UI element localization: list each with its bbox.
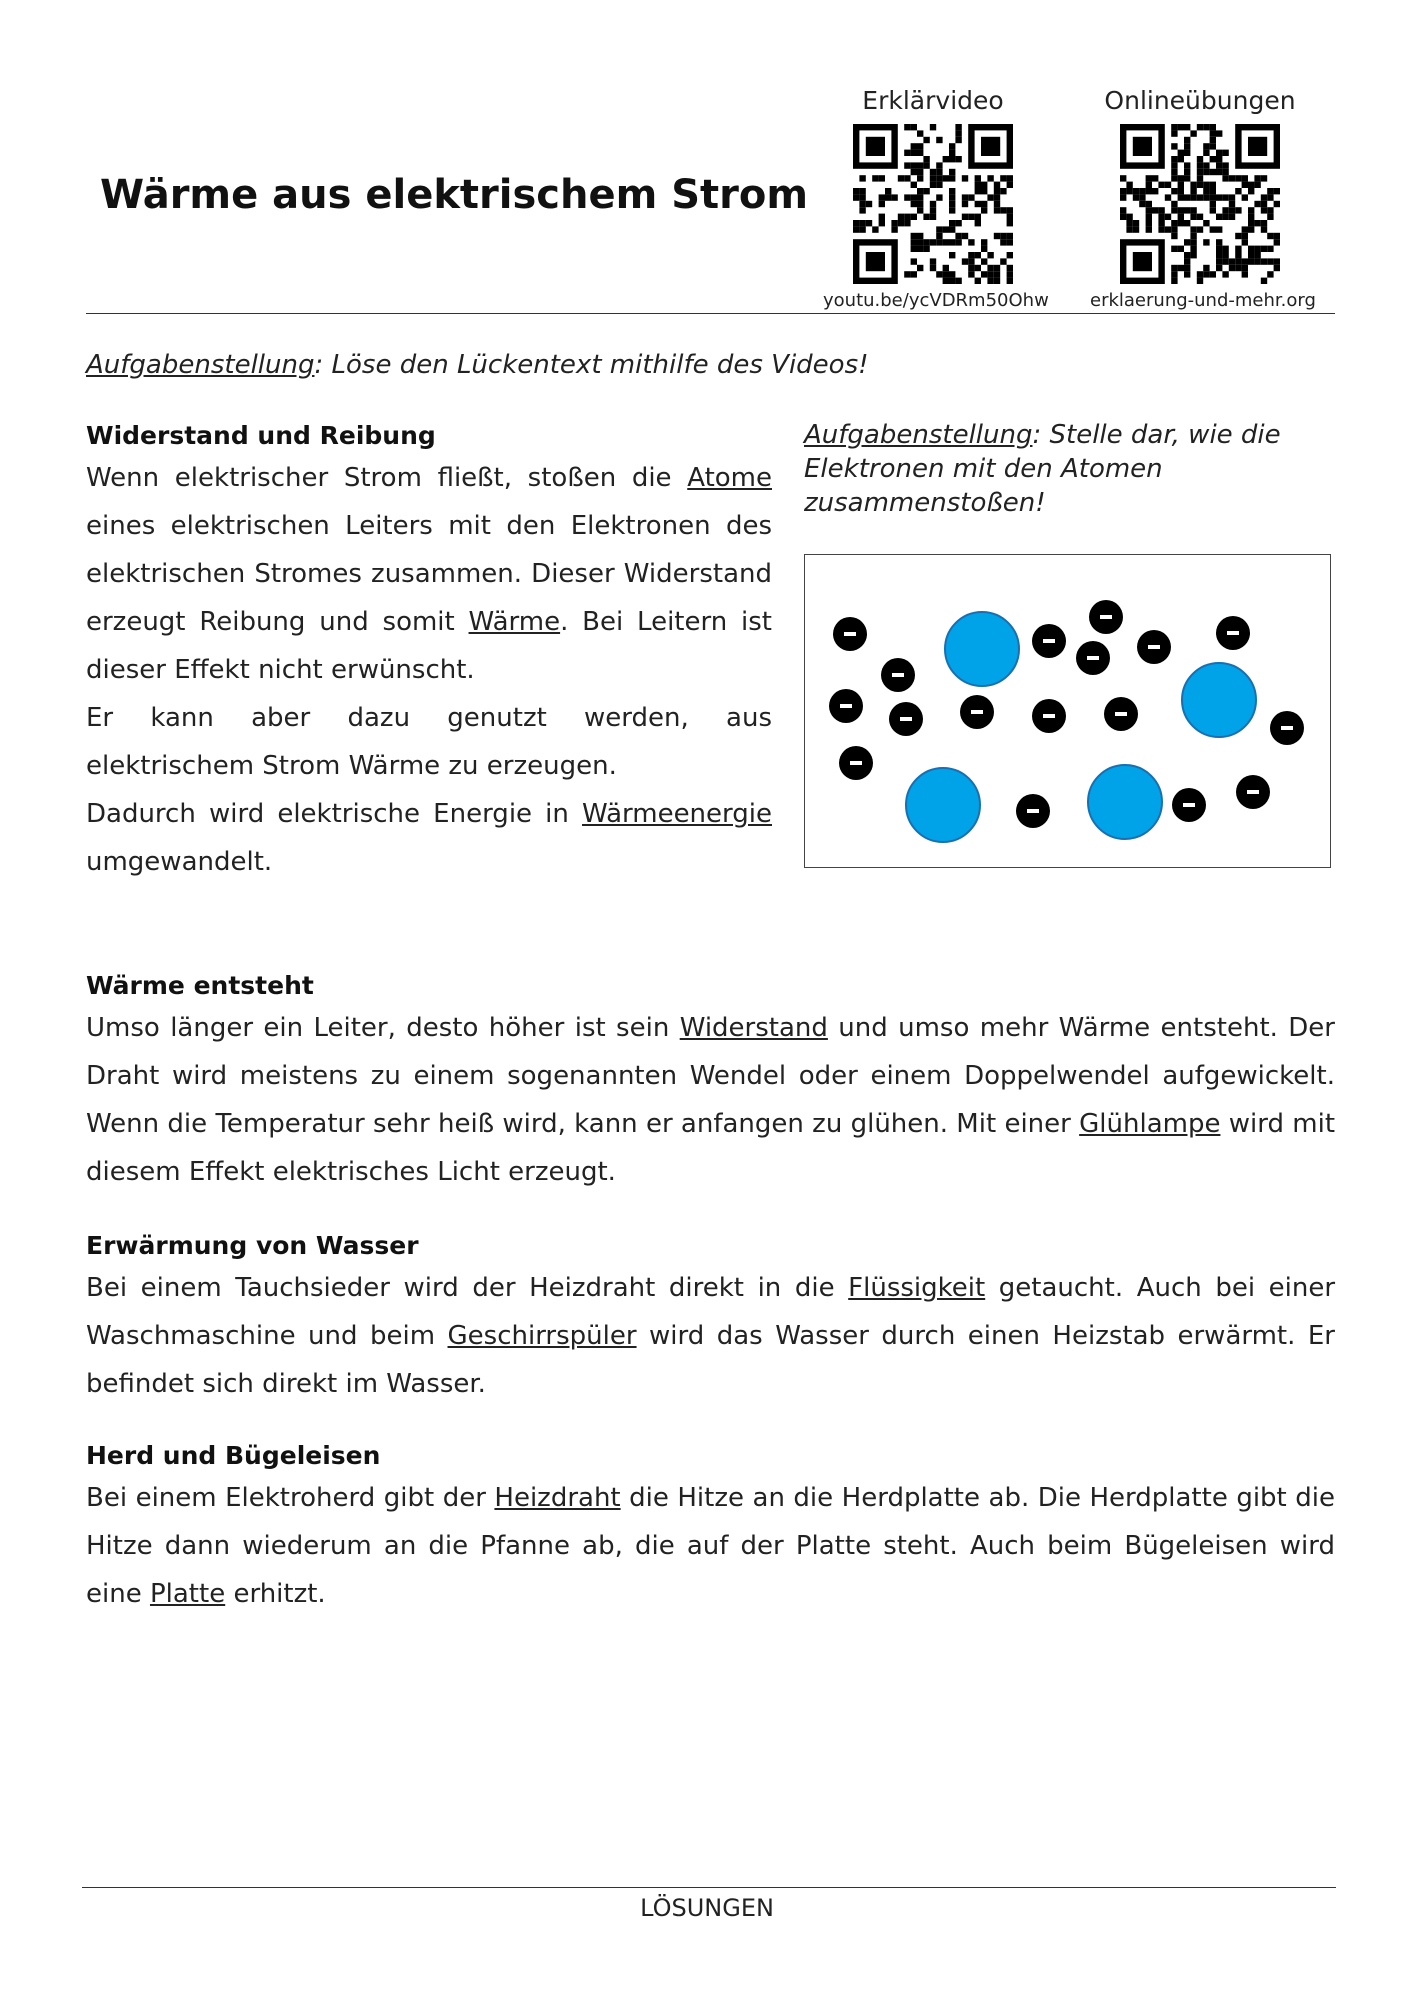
minus-sign-icon [900, 717, 912, 721]
collision-diagram [804, 554, 1331, 868]
task-label: Aufgabenstellung [86, 350, 315, 380]
qr-online-url: erklaerung-und-mehr.org [1090, 290, 1316, 311]
minus-sign-icon [1087, 656, 1099, 660]
section-heading: Herd und Bügeleisen [86, 1441, 381, 1470]
section-heat [86, 968, 1335, 1196]
minus-sign-icon [1115, 712, 1127, 716]
minus-sign-icon [840, 704, 852, 708]
section-paragraph [86, 1004, 1335, 1196]
electron [1104, 697, 1138, 731]
text-run: . Bei Leitern ist dieser Effekt nicht erwünscht. [86, 607, 772, 685]
electron [1032, 624, 1066, 658]
text-run: Dadurch wird elektrische Energie in [86, 799, 583, 829]
electron [1089, 600, 1123, 634]
text-run: Bei einem Elektroherd gibt der [86, 1483, 495, 1513]
section-resistance [86, 418, 772, 886]
qr-code-online-icon [1120, 124, 1280, 284]
task2-text: : Stelle dar, wie die Elektronen mit den Atomen zusammenstoßen! [804, 420, 1281, 518]
qr-online-label: Onlineübungen [1104, 86, 1296, 115]
collision-diagram-svg [805, 555, 1329, 866]
minus-sign-icon [1100, 615, 1112, 619]
qr-code-video-icon [853, 124, 1013, 284]
electron [1216, 616, 1250, 650]
footer-divider [82, 1887, 1336, 1888]
section-stove [86, 1438, 1335, 1618]
answer-word: Wärme [468, 607, 561, 637]
minus-sign-icon [892, 673, 904, 677]
minus-sign-icon [971, 710, 983, 714]
atom [1088, 765, 1162, 839]
electron [833, 617, 867, 651]
minus-sign-icon [1227, 631, 1239, 635]
text-run: wird das Wasser durch einen Heizstab erwärmt. Er befindet sich direkt im Wasser. [86, 1321, 1335, 1399]
text-run: wird mit diesem Effekt elektrisches Licht erzeugt. [86, 1109, 1336, 1187]
electron [839, 746, 873, 780]
answer-word: Flüssigkeit [848, 1273, 986, 1303]
text-run: Bei einem Tauchsieder wird der Heizdraht direkt in die [86, 1273, 849, 1303]
answer-word: Atome [687, 463, 772, 493]
minus-sign-icon [1148, 645, 1160, 649]
section-paragraph [86, 790, 772, 886]
answer-word: Geschirrspüler [447, 1321, 637, 1351]
atom [1182, 663, 1256, 737]
minus-sign-icon [1043, 714, 1055, 718]
electron [881, 658, 915, 692]
task2-block [804, 418, 1334, 520]
page-title: Wärme aus elektrischem Strom [100, 172, 809, 218]
section-paragraph [86, 1474, 1335, 1618]
answer-word: Widerstand [679, 1013, 828, 1043]
minus-sign-icon [1281, 726, 1293, 730]
qr-video-url: youtu.be/ycVDRm50Ohw [823, 290, 1049, 311]
answer-word: Heizdraht [494, 1483, 621, 1513]
section-water [86, 1228, 1335, 1408]
minus-sign-icon [1183, 803, 1195, 807]
minus-sign-icon [1247, 790, 1259, 794]
task-text: : Löse den Lückentext mithilfe des Videos! [314, 350, 869, 380]
section-heading: Widerstand und Reibung [86, 421, 436, 450]
section-heading: Wärme entsteht [86, 971, 314, 1000]
electron [1270, 711, 1304, 745]
header-divider [86, 313, 1335, 314]
qr-video-label: Erklärvideo [862, 86, 1004, 115]
electron [960, 695, 994, 729]
electron [1236, 775, 1270, 809]
qr-online-block [1090, 86, 1316, 312]
text-run: die Hitze an die Herdplatte ab. Die Herdplatte gibt die Hitze dann wiederum an die Pfanne ab, die auf der Platte steht. Auch beim Bügeleisen wird eine [86, 1483, 1335, 1609]
text-run: umgewandelt. [86, 847, 273, 877]
atom [945, 612, 1019, 686]
text-run: erhitzt. [225, 1579, 326, 1609]
section-paragraph: Er kann aber dazu genutzt werden, aus elektrischem Strom Wärme zu erzeugen. [86, 703, 772, 781]
electron [1137, 630, 1171, 664]
footer-label: LÖSUNGEN [640, 1894, 774, 1922]
atom [906, 768, 980, 842]
task-instruction [86, 350, 869, 380]
section-paragraph [86, 1264, 1335, 1408]
minus-sign-icon [844, 632, 856, 636]
electron [1076, 641, 1110, 675]
electron [1172, 788, 1206, 822]
answer-word: Glühlampe [1079, 1109, 1221, 1139]
electron [1016, 794, 1050, 828]
text-run: getaucht. Auch bei einer Waschmaschine und beim [86, 1273, 1336, 1351]
text-run: Umso länger ein Leiter, desto höher ist sein [86, 1013, 680, 1043]
answer-word: Platte [149, 1579, 226, 1609]
text-run: und umso mehr Wärme entsteht. Der Draht wird meistens zu einem sogenannten Wendel oder einem Doppelwendel aufgewickelt. Wenn die Temperatur sehr heiß wird, kann er anfangen zu glühen. Mit einer [86, 1013, 1335, 1139]
minus-sign-icon [850, 761, 862, 765]
task2-label: Aufgabenstellung [804, 420, 1033, 450]
electron [829, 689, 863, 723]
task2-instruction [804, 418, 1334, 520]
qr-video-block [823, 86, 1049, 312]
minus-sign-icon [1043, 639, 1055, 643]
section-paragraph [86, 454, 772, 694]
text-run: eines elektrischen Leiters mit den Elektronen des elektrischen Stromes zusammen. Dieser Widerstand erzeugt Reibung und somit [86, 511, 772, 637]
answer-word: Wärmeenergie [582, 799, 772, 829]
minus-sign-icon [1027, 809, 1039, 813]
text-run: Wenn elektrischer Strom fließt, stoßen die [86, 463, 688, 493]
electron [889, 702, 923, 736]
electron [1032, 699, 1066, 733]
section-heading: Erwärmung von Wasser [86, 1231, 419, 1260]
